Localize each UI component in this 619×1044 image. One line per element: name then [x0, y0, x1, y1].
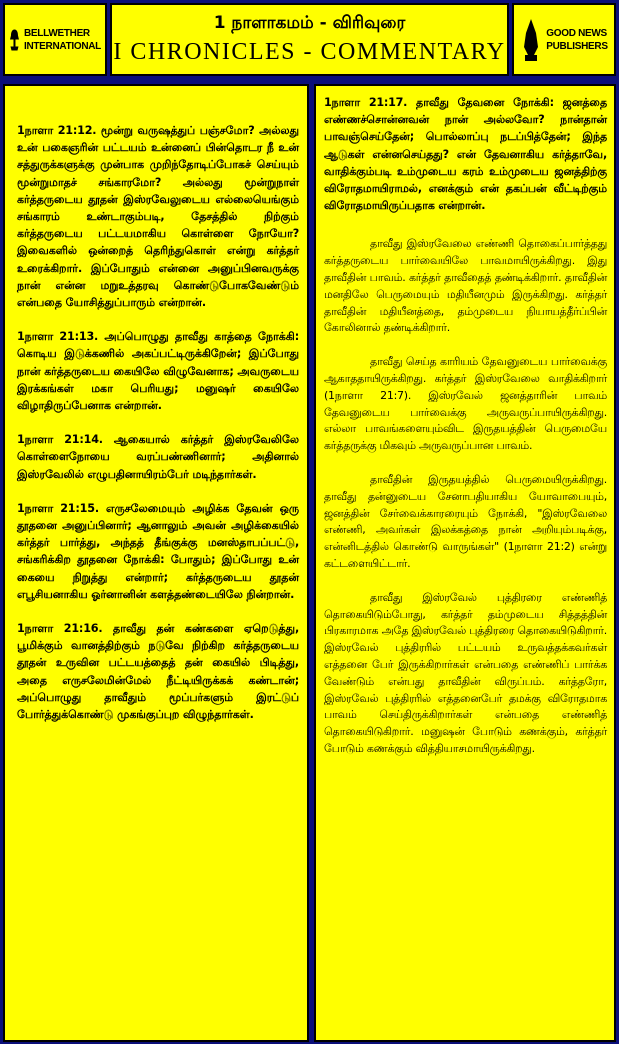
verse-21-17: 1நாளா 21:17. தாவீது தேவனை நோக்கி: ஜனத்தை எண்ணச்சொன்னவன் நான் அல்லவோ? நான்தான் பாவஞ்செய்தேன்; பொல்லாப்பு நடப்பித்தேன்; இந்த ஆடுகள் என்னசெய்தது? என் தேவனாகிய கர்த்தாவே, வாதிக்கும்படி உம்முடைய கரம் உம்முடைய ஜனத்திற்கு விரோதமாயிராமல், எனக்கும் என் தகப்பன் வீட்டிற்கும் விரோதமாயிருப்பதாக என்றான்.	[324, 96, 607, 213]
bellwether-logo-text: BELLWETHER INTERNATIONAL	[23, 27, 101, 52]
bellwether-logo-box	[3, 3, 107, 76]
verse-21-12: 1நாளா 21:12. மூன்று வருஷத்துப் பஞ்சமோ? அல்லது உன் பகைஞரின் பட்டயம் உன்னைப் பின்தொடர நீ உன் சத்துருக்களுக்கு முன்பாக முறிந்தோடிப்போகச் செய்யும் மூன்றுமாதச் சங்காரமோ? அல்லது மூன்றுநாள் கர்த்தருடைய தூதன் இஸ்ரவேலுடைய எல்லையெங்கும் சங்காரம் உண்டாகும்படி, தேசத்தில் நிற்கும் கர்த்தருடைய பட்டயமாகிய கொள்ளை நோயோ? இவைகளில் ஒன்றைத் தெரிந்துகொள் என்று கர்த்தர் உரைக்கிறார். இப்போதும் என்னை அனுப்பினவருக்கு நான் என்ன மறுஉத்தரவு கொண்டுபோகவேண்டும் என்பதை யோசித்துப்பாரும் என்றான்.	[17, 124, 299, 310]
commentary-paragraph-4: தாவீது இஸ்ரவேல் புத்திரரை எண்ணித் தொகையிடும்போது, கர்த்தர் தம்முடைய சித்தத்தின் பிரகாரமாக அதே இஸ்ரவேல் புத்திரரை தொகையிடுகிறார். இஸ்ரவேல் புத்திரரில் பட்டயம் உருவத்தக்கவர்கள் எத்தனை பேர் இருக்கிறார்கள் என்பதை எண்ணிப் பார்க்க வேண்டும் என்பது தாவீதின் விருப்பம். கர்த்தரோ, இஸ்ரவேல் புத்திரரில் எத்தனைபேர் தமக்கு விரோதமாக பாவம் செய்திருக்கிறார்கள் என்பதை எண்ணித் தொகையிடுகிறார். மனுஷன் போடும் கணக்கும், கர்த்தர் போடும் கணக்கும் வித்தியாசமாயிருக்கிறது.	[324, 590, 607, 755]
left-column	[3, 84, 309, 1042]
title-box	[110, 3, 509, 76]
right-column	[314, 84, 616, 1042]
verse-21-15: 1நாளா 21:15. எருசலேமையும் அழிக்க தேவன் ஒரு தூதனை அனுப்பினார்; ஆனாலும் அவன் அழிக்கையில் கர்த்தர் பார்த்து, அந்தத் தீங்குக்கு மனஸ்தாபப்பட்டு, சங்கரிக்கிற தூதனை நோக்கி: போதும்; இப்போது உன் கையை நிறுத்து என்றார்; கர்த்தருடைய தூதன் எபூசியனாகிய ஓர்னானின் களத்தண்டையிலே நின்றான்.	[17, 501, 299, 601]
commentary-paragraph-3: தாவீதின் இருதயத்தில் பெருமையிருக்கிறது. தாவீது தன்னுடைய சேனாபதியாகிய யோவாபையும், ஜனத்தின் சேர்வைக்காரரையும் நோக்கி, "இஸ்ரவேலை எண்ணி, அவர்கள் இலக்கத்தை நான் அறியும்படிக்கு, என்னிடத்தில் கொண்டு வாருங்கள்" (1நாளா 21:2) என்று கட்டளையிட்டார்.	[324, 472, 607, 570]
good-news-logo-text: GOOD NEWS PUBLISHERS	[546, 27, 608, 52]
page-header	[3, 3, 616, 76]
bell-ringer-icon	[9, 17, 20, 63]
verse-21-16: 1நாளா 21:16. தாவீது தன் கண்களை ஏறெடுத்து, பூமிக்கும் வானத்திற்கும் நடுவே நிற்கிற கர்த்தருடைய தூதன் உருவின பட்டயத்தைத் தன் கையில் பிடித்து, அதை எருசலேமின்மேல் நீட்டியிருக்கக் கண்டான்; அப்பொழுது தாவீதும் மூப்பர்களும் இரட்டுப் போர்த்துக்கொண்டு முகங்குப்புற விழுந்தார்கள்.	[17, 622, 299, 722]
title-tamil: 1 நாளாகமம் - விரிவுரை	[213, 13, 406, 33]
verse-21-13: 1நாளா 21:13. அப்பொழுது தாவீது காத்தை நோக்கி: கொடிய இடுக்கணில் அகப்பட்டிருக்கிறேன்; இப்போது நான் கர்த்தருடைய கையிலே விழுவேனாக; அவருடைய இரக்கங்கள் மகா பெரியது; மனுஷர் கையிலே விழாதிருப்பேனாக என்றான்.	[17, 330, 299, 413]
commentary-paragraph-1: தாவீது இஸ்ரவேலை எண்ணி தொகைப்பார்த்தது கர்த்தருடைய பார்வையிலே பாவமாயிருக்கிறது. இது தாவீதின் பாவம். கர்த்தர் தாவீதைத் தண்டிக்கிறார். தாவீதின் மனதிலே பெருமையும் மதியீனமும் இருக்கிறது. கர்த்தர் தாவீதின் மதியீனத்தை, தம்முடைய நியாயத்தீர்ப்பின் கோலினால் தண்டிக்கிறார்.	[324, 237, 607, 335]
title-english: I CHRONICLES - COMMENTARY	[113, 39, 506, 65]
commentary-paragraph-2: தாவீது செய்த காரியம் தேவனுடைய பார்வைக்கு ஆகாததாயிருக்கிறது. கர்த்தர் இஸ்ரவேலை வாதிக்கிறார் (1நாளா 21:7). இஸ்ரவேல் ஜனத்தாரின் பாவம் தேவனுடைய பார்வைக்கு அருவருப்பாயிருக்கிறது. எல்லா பாவங்களையும்விட இருதயத்தின் பெருமையே கர்த்தருக்கு மிகவும் அருவருப்பான பாவம்.	[324, 355, 607, 453]
praying-hands-icon	[520, 17, 542, 63]
verse-21-14: 1நாளா 21:14. ஆகையால் கர்த்தர் இஸ்ரவேலிலே கொள்ளைநோயை வரப்பண்ணினார்; அதினால் இஸ்ரவேலில் எழுபதினாயிரம்பேர் மடிந்தார்கள்.	[17, 433, 299, 481]
good-news-logo-box	[512, 3, 616, 76]
